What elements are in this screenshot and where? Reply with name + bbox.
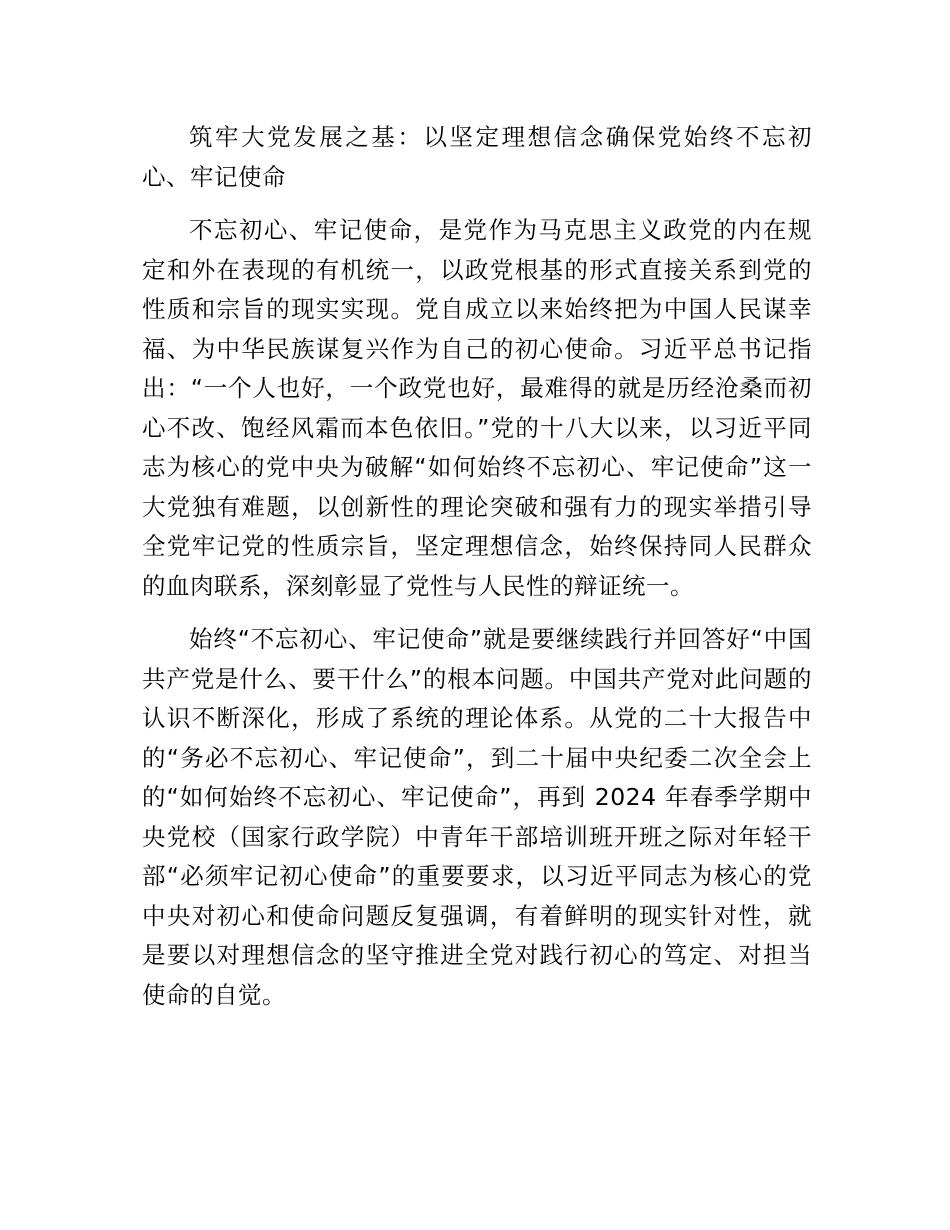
section-heading: 筑牢大党发展之基：以坚定理想信念确保党始终不忘初心、牢记使命 bbox=[142, 123, 812, 191]
document-page bbox=[142, 118, 812, 1029]
paragraph-1: 不忘初心、牢记使命，是党作为马克思主义政党的内在规定和外在表现的有机统一，以政党根基的形式直接关系到党的性质和宗旨的现实实现。党自成立以来始终把为中国人民谋幸福、为中华民族谋复兴作为自己的初心使命。习近平总书记指出：“一个人也好，一个政党也好，最难得的就是历经沧桑而初心不改、饱经风霜而本色依旧。”党的十八大以来，以习近平同志为核心的党中央为破解“如何始终不忘初心、牢记使命”这一大党独有难题，以创新性的理论突破和强有力的现实举措引导全党牢记党的性质宗旨，坚定理想信念，始终保持同人民群众的血肉联系，深刻彰显了党性与人民性的辩证统一。 bbox=[142, 216, 812, 600]
paragraph-2: 始终“不忘初心、牢记使命”就是要继续践行并回答好“中国共产党是什么、要干什么”的根本问题。中国共产党对此问题的认识不断深化，形成了系统的理论体系。从党的二十大报告中的“务必不忘初心、牢记使命”，到二十届中央纪委二次全会上的“如何始终不忘初心、牢记使命”，再到 2024 年春季学期中央党校（国家行政学院）中青年干部培训班开班之际对年轻干部“必须牢记初心使命”的重要要求，以习近平同志为核心的党中央对初心和使命问题反复强调，有着鲜明的现实针对性，就是要以对理想信念的坚守推进全党对践行初心的笃定、对担当使命的自觉。 bbox=[142, 625, 812, 1009]
